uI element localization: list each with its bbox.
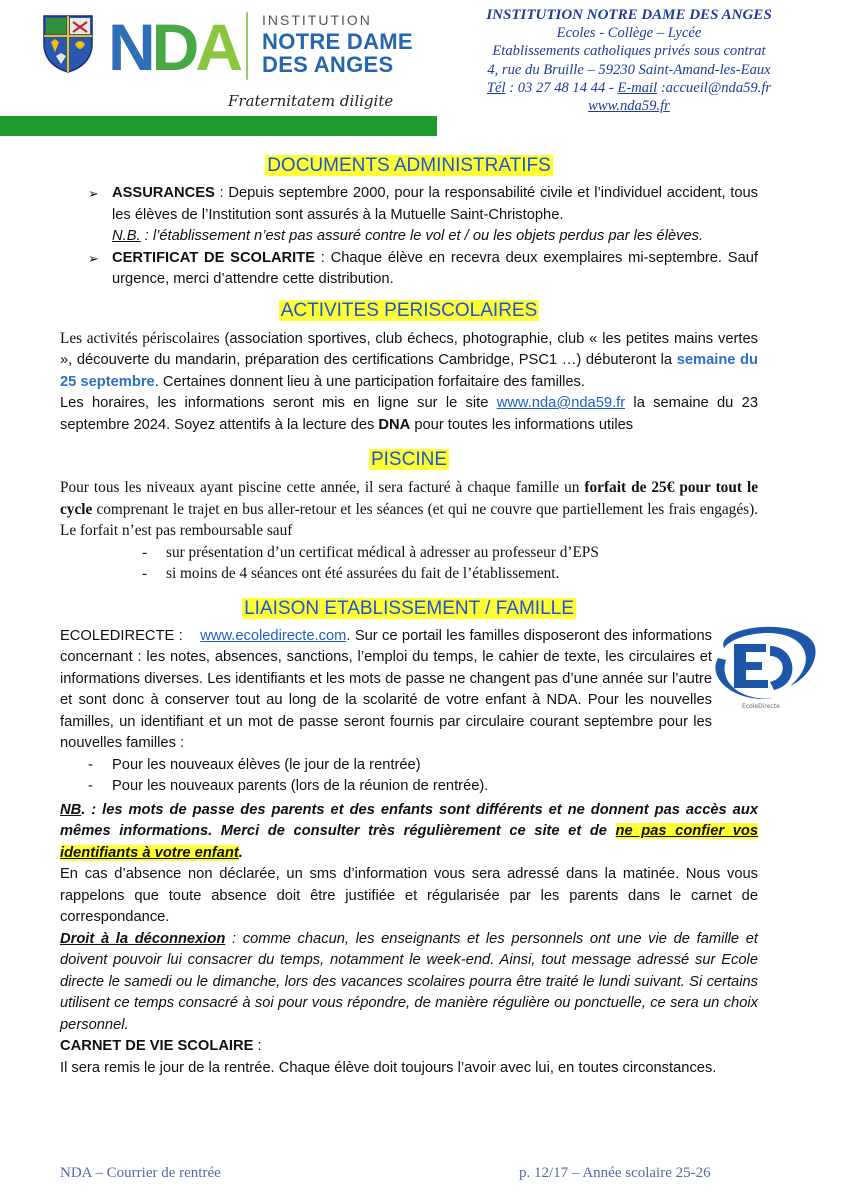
footer-page-number: p. 12/17 – Année scolaire 25-26 [519, 1165, 711, 1181]
nb-passwords: NB. : les mots de passe des parents et des enfants sont différents et ne donnent pas accès aux mêmes informations. Merci de consulter très régulièrement ce site et de ne pas confier vos identifiants à votre enfant. [60, 801, 759, 861]
certificat-text: : Chaque élève en recevra deux exemplaires mi-septembre. Sauf urgence, merci d’attendre cette distribution. [112, 249, 758, 287]
contact-line: Etablissements catholiques privés sous contrat [492, 43, 766, 60]
absence-paragraph: En cas d’absence non déclarée, un sms d’information vous sera adressé dans la matinée. Nous vous rappelons que toute absence doit être justifiée et régularisée par les parents dans le carnet de correspondance. [60, 866, 758, 925]
assurances-text: : Depuis septembre 2000, pour la responsabilité civile et l’individuel accident, tous les élèves de l’Institution sont assurés à la Mutuelle Saint-Christophe. [112, 185, 758, 223]
email-label: E-mail [617, 79, 658, 96]
documents-list-2 [60, 248, 758, 291]
email-value[interactable]: :accueil@nda59.fr [657, 79, 772, 96]
contact-address: 4, rue du Bruille – 59230 Saint-Amand-les-Eaux [487, 61, 771, 78]
documents-list [60, 183, 758, 226]
list-item: - sur présentation d’un certificat médical à adresser au professeur d’EPS [142, 543, 599, 561]
contact-phone-email [468, 79, 790, 97]
logo-name-line1: NOTRE DAME [262, 29, 413, 54]
certificat-label: CERTIFICAT DE SCOLARITE [112, 249, 316, 266]
nda-logo: NDA [108, 10, 240, 84]
footer-left: NDA – Courrier de rentrée [60, 1165, 221, 1181]
arrow-bullet-icon: ➢ [88, 250, 99, 266]
list-item: - si moins de 4 séances ont été assurées du fait de l’établissement. [142, 565, 560, 582]
deconnexion-paragraph: Droit à la déconnexion : comme chacun, les enseignants et les personnels ont une vie de famille et doivent pouvoir lui consacrer du temps, notamment le week-end. Ainsi, tout message adressé sur Ecole directe le samedi ou le dimanche, lors des vacances scolaires pourra être traité le lundi suivant. Si certains utilisent ce temps consacré à soi pour vous répondre, de manière régulière ou ponctuelle, ce sera un choix personnel. [60, 930, 758, 1033]
list-item [60, 248, 758, 291]
website-link[interactable]: www.nda59.fr [588, 98, 670, 115]
nda-site-link[interactable]: www.nda@nda59.fr [496, 395, 626, 411]
periscolaires-paragraph: Les activités périscolaires (association sportives, club échecs, photographie, club « les petites mains vertes », découverte du mandarin, préparation des certifications Cambridge, PSC1 …) débuteront la semaine du 25 septembre. Certaines donnent lieu à une participation forfaitaire des familles. [60, 329, 758, 390]
nb-note [60, 226, 758, 248]
section-title-documents: DOCUMENTS ADMINISTRATIFS [267, 155, 551, 176]
motto: Fraternitatem diligite [228, 92, 394, 110]
piscine-exceptions [60, 542, 758, 585]
logo-divider [246, 12, 248, 80]
list-item: - Pour les nouveaux parents (lors de la réunion de rentrée). [88, 778, 489, 794]
tel-value: : 03 27 48 14 44 - [505, 79, 618, 96]
piscine-forfait: forfait de 25€ pour tout le cycle [60, 479, 759, 518]
page-content [60, 148, 780, 1079]
ecoledirecte-link[interactable]: www.ecoledirecte.com [200, 627, 347, 644]
page-header [0, 0, 848, 140]
section-title-piscine: PISCINE [370, 449, 448, 470]
nb-text: : l’établissement n’est pas assuré contre le vol et / ou les objets perdus par les élèves. [140, 228, 704, 244]
ecoledirecte-paragraph: ECOLEDIRECTE : www.ecoledirecte.com. Sur ce portail les familles disposeront des informations concernant : les notes, absences, sanctions, l’emploi du temps, le cahier de texte, les circulaires et informations diverses. Les identifiants et les mots de passe ne changent pas d’une année sur l’autre et sont donc à conserver tout au long de la scolarité de votre enfant à NDA. Pour les nouvelles familles, un identifiant et un mot de passe seront fournis par circulaire courant septembre pour les nouvelles familles : [60, 627, 712, 751]
assurances-label: ASSURANCES [112, 185, 215, 201]
contact-line: Ecoles - Collège – Lycée [556, 25, 702, 42]
ecoledirecte-block [60, 626, 780, 755]
carnet-paragraph: Il sera remis le jour de la rentrée. Chaque élève doit toujours l’avoir avec lui, en toutes circonstances. [60, 1059, 717, 1076]
deconnexion-label: Droit à la déconnexion [60, 930, 226, 947]
header-green-bar [0, 116, 437, 136]
logo-name-line2: DES ANGES [262, 52, 394, 77]
ecoledirecte-recipients [60, 755, 758, 798]
contact-block [468, 6, 790, 115]
piscine-paragraph: Pour tous les niveaux ayant piscine cette année, il sera facturé à chaque famille un forfait de 25€ pour tout le cycle comprenant le trajet en bus aller-retour et les séances (et qui ne couvre que partiellement les frais engagés). Le forfait n’est pas remboursable sauf [60, 479, 759, 539]
section-title-liaison: LIAISON ETABLISSEMENT / FAMILLE [244, 597, 574, 619]
nb-label: N.B. [112, 228, 141, 244]
start-week: semaine du 25 septembre [60, 352, 758, 390]
tel-label: Tél [486, 79, 506, 96]
list-item [60, 183, 758, 226]
section-title-periscolaires: ACTIVITES PERISCOLAIRES [280, 299, 538, 321]
ecoledirecte-logo-caption: EcoleDirecte [742, 702, 780, 710]
ecoledirecte-logo-icon [704, 618, 822, 714]
contact-title: INSTITUTION NOTRE DAME DES ANGES [486, 7, 772, 23]
periscolaires-paragraph-2: Les horaires, les informations seront mis en ligne sur le site www.nda@nda59.fr la semaine du 23 septembre 2024. Soyez attentifs à la lecture des DNA pour toutes les informations utiles [60, 395, 758, 433]
carnet-heading: CARNET DE VIE SCOLAIRE : [60, 1038, 262, 1054]
highlight-warning: ne pas confier vos identifiants à votre enfant [60, 823, 759, 861]
list-item: - Pour les nouveaux élèves (le jour de la rentrée) [88, 756, 421, 773]
periscolaires-lead: Les activités périscolaires [60, 329, 220, 347]
coat-of-arms-icon [42, 14, 94, 74]
arrow-bullet-icon: ➢ [88, 186, 99, 201]
logo-institution-label: INSTITUTION [262, 12, 372, 28]
